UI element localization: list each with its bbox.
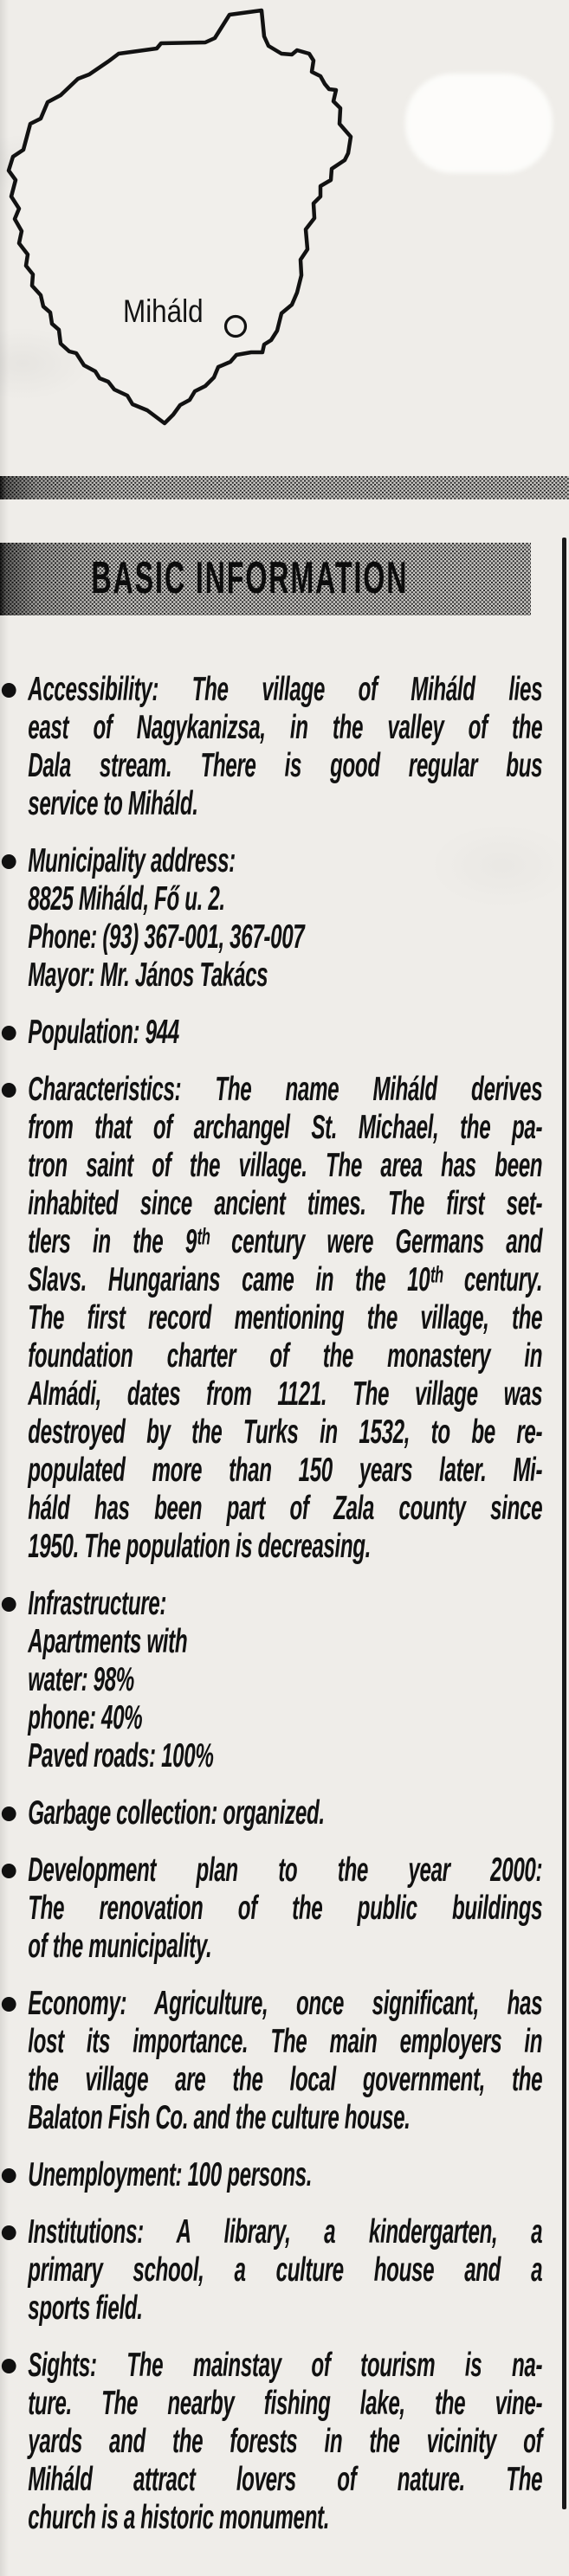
text-line: Garbage collection: organized. — [28, 1794, 325, 1832]
village-location-marker — [226, 317, 246, 337]
list-item-institutions — [0, 2213, 542, 2328]
text-line: Apartments with — [28, 1623, 188, 1660]
page-edge-scan-line — [562, 538, 566, 2509]
bullet-marker — [2, 854, 16, 869]
text-line: 8825 Miháld, Fő u. 2. — [28, 880, 225, 918]
bullet-marker — [2, 683, 16, 698]
bullet-marker — [2, 1083, 16, 1098]
text-line: yards and the forests in the vicinity of — [28, 2423, 543, 2460]
bullet-marker — [2, 2168, 16, 2183]
list-item-municipality-address — [0, 842, 542, 995]
text-line: inhabited since ancient times. The first set- — [28, 1185, 543, 1222]
bullet-marker — [2, 1597, 16, 1612]
text-line: 1950. The population is decreasing. — [28, 1528, 372, 1565]
list-item-garbage-collection — [0, 1794, 542, 1832]
text-line: from that of archangel St. Michael, the pa- — [28, 1109, 543, 1146]
text-line: Paved roads: 100% — [28, 1737, 214, 1774]
text-line: Almádi, dates from 1121. The village was — [28, 1375, 543, 1413]
divider-bar — [0, 476, 569, 499]
info-list — [0, 671, 542, 2537]
text-line: foundation charter of the monastery in — [28, 1337, 543, 1375]
text-line: Mayor: Mr. János Takács — [28, 956, 268, 994]
text-line: of the municipality. — [28, 1928, 212, 1965]
text-line: Infrastructure: — [28, 1585, 167, 1622]
text-line: phone: 40% — [28, 1699, 143, 1736]
text-line: lost its importance. The main employers in — [28, 2023, 543, 2060]
text-line: the village are the local government, the — [28, 2061, 543, 2098]
text-line: sports field. — [28, 2289, 143, 2327]
text-line: Phone: (93) 367-001, 367-007 — [28, 918, 305, 956]
text-line: Balaton Fish Co. and the culture house. — [28, 2099, 411, 2136]
village-map — [0, 0, 364, 433]
text-line: service to Miháld. — [28, 785, 198, 822]
bullet-marker — [2, 1026, 16, 1040]
text-line: tron saint of the village. The area has been — [28, 1147, 543, 1184]
list-item-characteristics — [0, 1071, 542, 1566]
text-line: water: 98% — [28, 1661, 134, 1698]
section-header-bar — [0, 543, 531, 615]
text-line: Economy: Agriculture, once significant, has — [28, 1985, 543, 2022]
text-line: Accessibility: The village of Miháld lies — [28, 671, 543, 708]
bullet-marker — [2, 1864, 16, 1878]
text-line: ture. The nearby fishing lake, the vine- — [28, 2385, 543, 2422]
text-line: east of Nagykanizsa, in the valley of the — [28, 709, 543, 746]
text-line: tlers in the 9ᵗʰ century were Germans and — [28, 1223, 543, 1260]
list-item-infrastructure — [0, 1585, 542, 1775]
text-line: primary school, a culture house and a — [28, 2251, 543, 2289]
village-map-outline — [0, 0, 364, 433]
bullet-marker — [2, 1806, 16, 1821]
list-item-unemployment — [0, 2156, 542, 2194]
scan-artifact-blob — [405, 74, 553, 173]
text-line: The first record mentioning the village, the — [28, 1299, 543, 1336]
text-line: Miháld attract lovers of nature. The — [28, 2461, 543, 2498]
bullet-marker — [2, 2225, 16, 2240]
text-line: Characteristics: The name Miháld derives — [28, 1071, 543, 1108]
text-line: Sights: The mainstay of tourism is na- — [28, 2347, 543, 2384]
section-title: BASIC INFORMATION — [91, 553, 409, 603]
text-line: Slavs. Hungarians came in the 10ᵗʰ century. — [28, 1261, 543, 1298]
map-boundary-path — [9, 10, 351, 423]
list-item-population — [0, 1014, 542, 1052]
list-item-sights — [0, 2347, 542, 2537]
text-line: populated more than 150 years later. Mi- — [28, 1452, 543, 1489]
text-line: The renovation of the public buildings — [28, 1890, 543, 1927]
text-line: Dala stream. There is good regular bus — [28, 747, 543, 784]
map-village-label: Miháld — [123, 293, 204, 329]
bullet-marker — [2, 2359, 16, 2373]
text-line: destroyed by the Turks in 1532, to be re- — [28, 1414, 543, 1451]
text-line: Population: 944 — [28, 1014, 179, 1051]
text-line: háld has been part of Zala county since — [28, 1490, 543, 1527]
text-line: Institutions: A library, a kindergarten, a — [28, 2213, 543, 2251]
list-item-development-plan — [0, 1852, 542, 1966]
list-item-economy — [0, 1985, 542, 2137]
list-item-accessibility — [0, 671, 542, 823]
text-line: Unemployment: 100 persons. — [28, 2156, 313, 2193]
text-line: Development plan to the year 2000: — [28, 1852, 543, 1889]
text-line: church is a historic monument. — [28, 2499, 330, 2536]
text-line: Municipality address: — [28, 842, 236, 879]
bullet-marker — [2, 1997, 16, 2012]
